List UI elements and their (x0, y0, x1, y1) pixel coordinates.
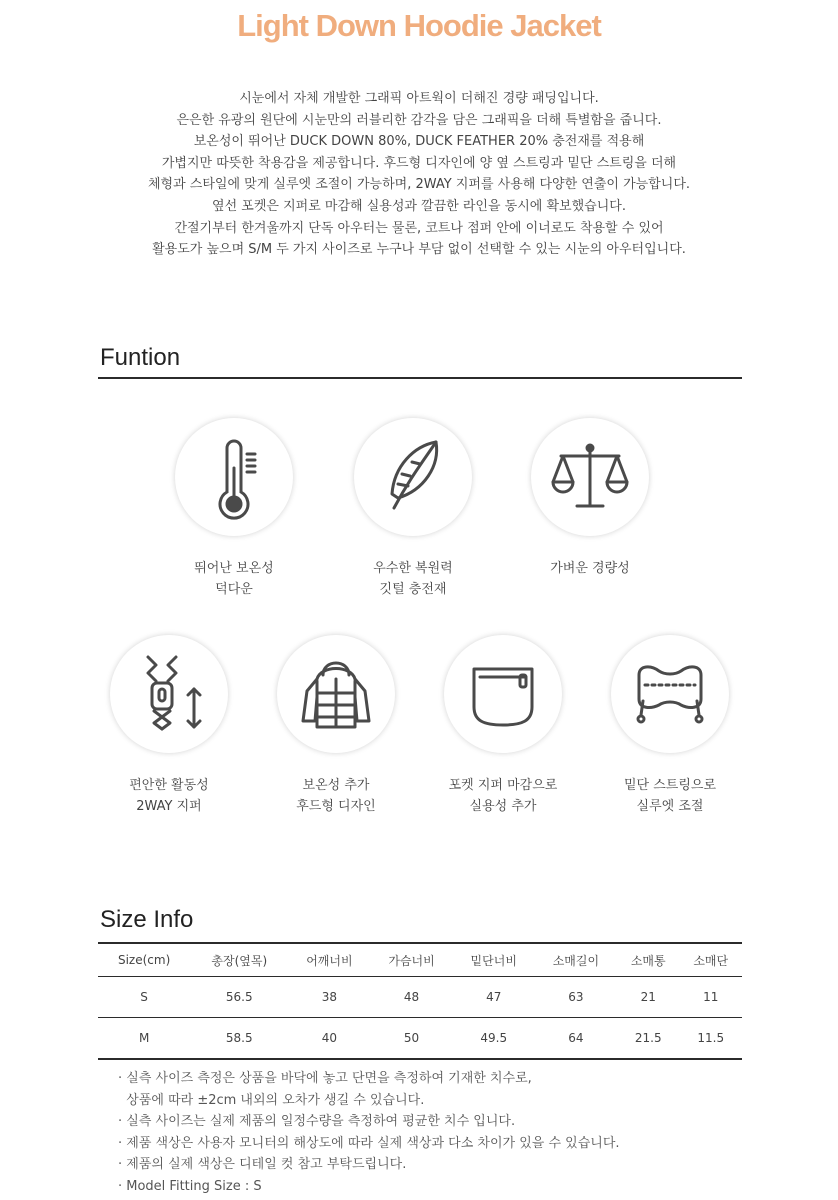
table-cell: 49.5 (480, 1031, 508, 1045)
feature-2way-zipper (89, 635, 249, 817)
feature-sublabel: 후드형 디자인 (296, 799, 376, 814)
column-header: 소매길이 (535, 943, 617, 977)
table-row (98, 977, 742, 1018)
function-heading: Funtion (100, 344, 181, 371)
table-cell: 56.5 (190, 977, 288, 1018)
feature-circle (611, 635, 729, 753)
thermometer-icon (175, 418, 293, 536)
table-cell: 40 (321, 1031, 338, 1045)
table-cell: 47 (453, 977, 535, 1018)
description-line: 옆선 포켓은 지퍼로 마감해 실용성과 깔끔한 라인을 동시에 확보했습니다. (212, 198, 626, 214)
product-description (0, 88, 838, 261)
description-line: 체형과 스타일에 맞게 실루엣 조절이 가능하며, 2WAY 지퍼를 사용해 다양한 연출이 가능합니다. (147, 177, 691, 193)
table-cell: 48 (370, 977, 452, 1018)
description-line: 활용도가 높으며 S/M 두 가지 사이즈로 누구나 부담 없이 선택할 수 있는 시눈의 아우터입니다. (152, 242, 686, 258)
feature-label: 보온성 추가 (302, 778, 370, 793)
column-header: 총장(옆목) (190, 943, 288, 977)
size-info-heading: Size Info (100, 906, 194, 933)
note-item: · 제품 색상은 사용자 모니터의 해상도에 따라 실제 색상과 다소 차이가 있을 수 있습니다. (118, 1135, 620, 1151)
feature-warmth (154, 418, 314, 600)
feature-circle (175, 418, 293, 536)
balance-scale-icon (531, 418, 649, 536)
table-cell: 63 (535, 977, 617, 1018)
feature-sublabel: 2WAY 지퍼 (136, 799, 202, 814)
table-cell: 11.5 (697, 1031, 725, 1045)
column-header: Size(cm) (98, 943, 190, 977)
feature-circle (354, 418, 472, 536)
feature-label: 포켓 지퍼 마감으로 (448, 778, 558, 793)
size-table-header (98, 943, 742, 977)
table-cell: 11 (679, 977, 742, 1018)
feature-label: 가벼운 경량성 (550, 561, 630, 576)
column-header: 소매단 (679, 943, 742, 977)
feature-label: 뛰어난 보온성 (194, 561, 274, 576)
feature-sublabel: 깃털 충전재 (379, 582, 447, 597)
feather-icon (354, 418, 472, 536)
feature-lightweight (510, 418, 670, 579)
feature-circle (110, 635, 228, 753)
feature-sublabel: 실루엣 조절 (636, 799, 704, 814)
feature-circle (444, 635, 562, 753)
column-header: 소매통 (617, 943, 679, 977)
note-item: · Model Fitting Size : S (118, 1178, 262, 1194)
column-header: 가슴너비 (370, 943, 452, 977)
feature-label: 우수한 복원력 (373, 561, 453, 576)
table-cell: 21.5 (634, 1031, 662, 1045)
feature-zip-pocket (423, 635, 583, 817)
feature-sublabel: 덕다운 (215, 582, 253, 597)
table-cell: 50 (403, 1031, 420, 1045)
hem-string-icon (611, 635, 729, 753)
table-cell: 21 (617, 977, 679, 1018)
description-line: 간절기부터 한겨울까지 단독 아우터는 물론, 코트나 점퍼 안에 이너로도 착용할 수 있어 (174, 220, 664, 236)
feature-circle (531, 418, 649, 536)
table-cell: 58.5 (225, 1031, 253, 1045)
note-item: · 제품의 실제 색상은 디테일 컷 참고 부탁드립니다. (118, 1157, 407, 1172)
description-line: 은은한 유광의 원단에 시눈만의 러블리한 감각을 담은 그래픽을 더해 특별함을 줍니다. (176, 112, 662, 128)
note-item: 상품에 따라 ±2cm 내외의 오차가 생길 수 있습니다. (118, 1092, 425, 1108)
zipper-icon (110, 635, 228, 753)
feature-hem-string (590, 635, 750, 817)
feature-label: 밑단 스트링으로 (623, 778, 717, 793)
column-header: 밑단너비 (453, 943, 535, 977)
table-cell: 38 (288, 977, 370, 1018)
description-line: 가볍지만 따뜻한 착용감을 제공합니다. 후드형 디자인에 양 옆 스트링과 밑단 스트링을 더해 (161, 155, 677, 171)
size-table (98, 942, 742, 1060)
page-title: Light Down Hoodie Jacket (237, 8, 601, 43)
description-line: 시눈에서 자체 개발한 그래픽 아트웍이 더해진 경량 패딩입니다. (239, 91, 599, 106)
column-header: 어깨너비 (288, 943, 370, 977)
feature-sublabel: 실용성 추가 (469, 799, 537, 814)
feature-circle (277, 635, 395, 753)
feature-hood (256, 635, 416, 817)
note-item: · 실측 사이즈 측정은 상품을 바닥에 놓고 단면을 측정하여 기재한 치수로, (118, 1071, 532, 1086)
function-divider (98, 377, 742, 379)
description-line: 보온성이 뛰어난 DUCK DOWN 80%, DUCK FEATHER 20% 충전재를 적용해 (193, 134, 645, 150)
note-item: · 실측 사이즈는 실제 제품의 일정수량을 측정하여 평균한 치수 입니다. (118, 1114, 516, 1129)
feature-label: 편안한 활동성 (129, 778, 209, 793)
size-notes (118, 1068, 620, 1197)
table-cell: S (98, 977, 190, 1018)
zip-pocket-icon (444, 635, 562, 753)
table-cell: M (138, 1031, 150, 1045)
hooded-jacket-icon (277, 635, 395, 753)
table-cell: 64 (568, 1031, 584, 1045)
table-row (98, 1018, 742, 1060)
feature-resilience (333, 418, 493, 600)
